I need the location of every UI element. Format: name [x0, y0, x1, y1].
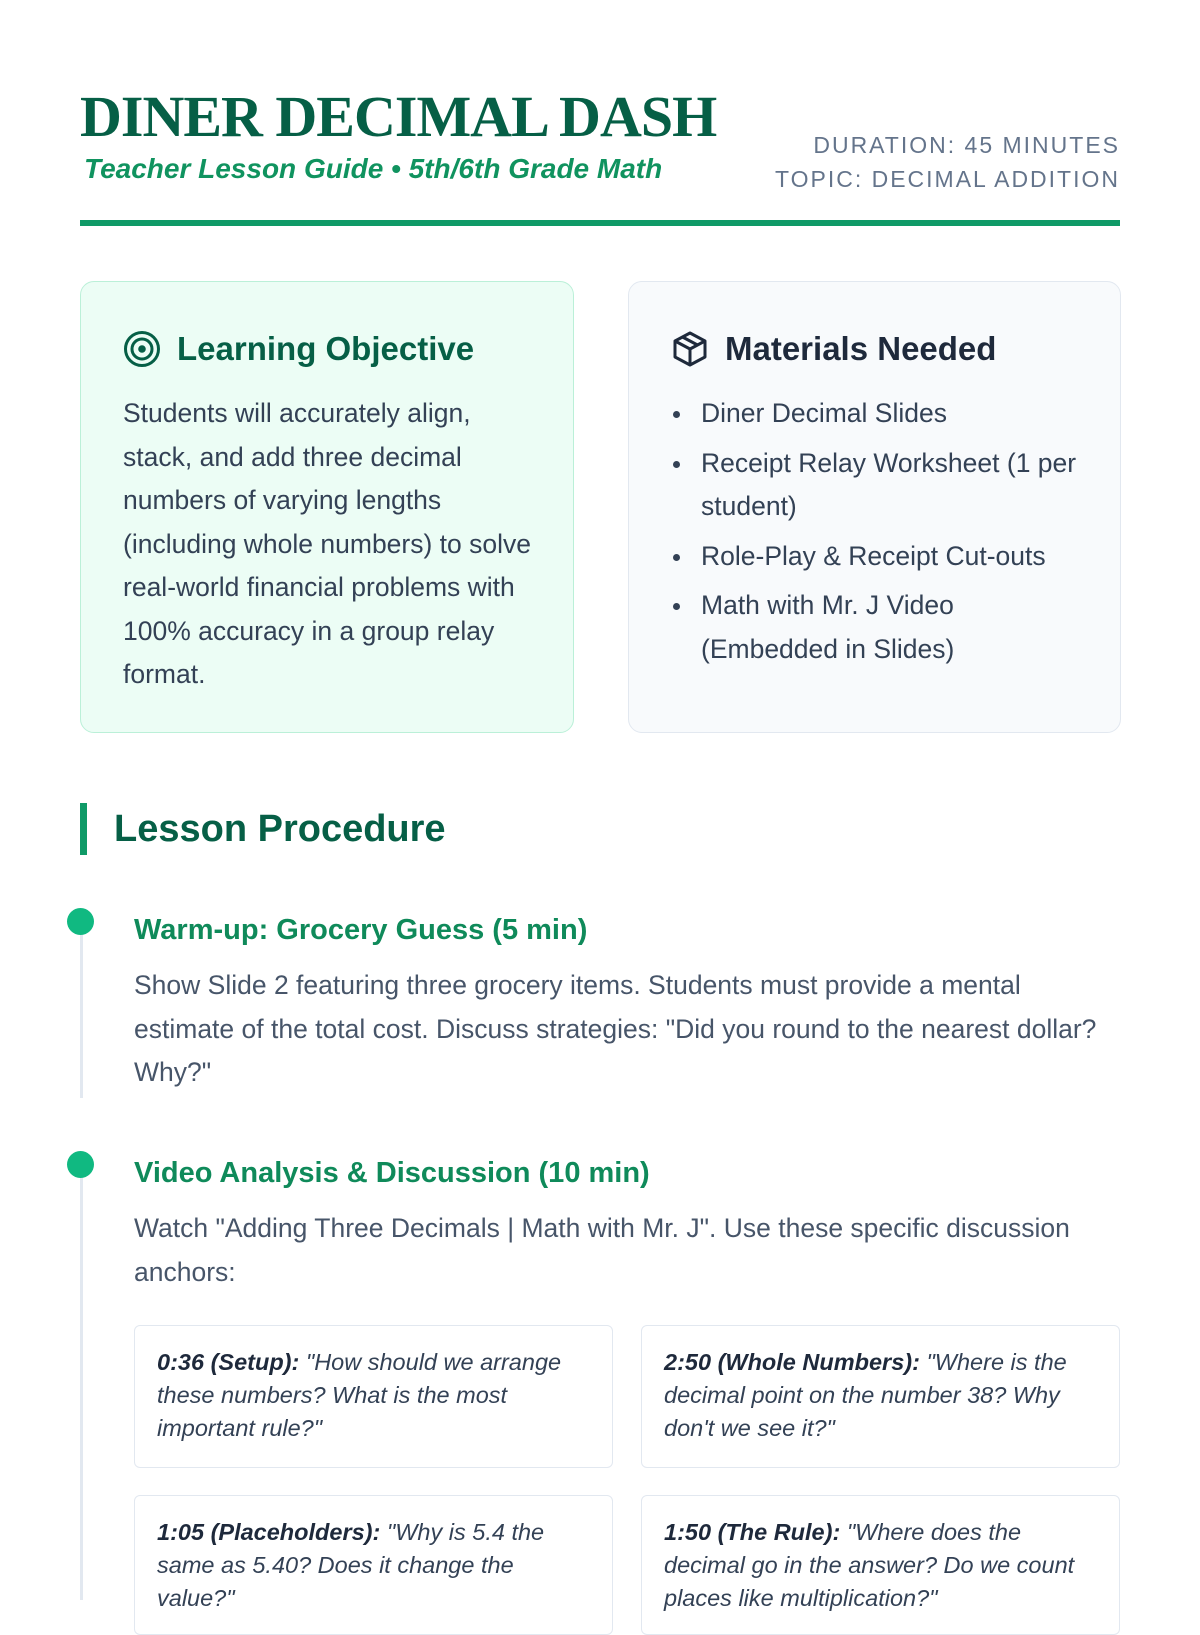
discussion-anchor-card [134, 1495, 613, 1635]
procedure-step-text: Show Slide 2 featuring three grocery items. Students must provide a mental estimate of the total cost. Discuss strategies: "Did you round to the nearest dollar? Why?" [134, 970, 1097, 1087]
timeline-line [80, 1163, 83, 1600]
learning-objective-header [123, 324, 533, 374]
materials-card [628, 281, 1121, 733]
page-subtitle: Teacher Lesson Guide • 5th/6th Grade Math [84, 153, 663, 184]
box-icon [671, 330, 709, 368]
procedure-step-warmup [134, 910, 1120, 1095]
learning-objective-heading: Learning Objective [177, 330, 475, 367]
procedure-step-text: Watch "Adding Three Decimals | Math with Mr. J". Use these specific discussion anchors: [134, 1213, 1070, 1287]
anchor-quote: "Where is the decimal point on the number 38? Why don't we see it?" [664, 1349, 1067, 1441]
procedure-step-title: Video Analysis & Discussion (10 min) [134, 1157, 650, 1189]
materials-list [671, 392, 1080, 671]
procedure-step-video [134, 1153, 1120, 1294]
duration-label: DURATION: 45 MINUTES [813, 132, 1120, 158]
anchor-timestamp: 0:36 (Setup): [157, 1349, 300, 1375]
discussion-anchor-card [641, 1495, 1120, 1635]
learning-objective-card [80, 281, 574, 733]
learning-objective-text: Students will accurately align, stack, and add three decimal numbers of varying lengths (including whole numbers) to solve real-world financial problems with 100% accuracy in a group relay format. [123, 398, 532, 689]
page-header [80, 86, 1120, 226]
discussion-anchor-card [134, 1325, 613, 1468]
lesson-meta [775, 128, 1120, 196]
timeline-line [80, 920, 83, 1098]
timeline-dot [67, 908, 94, 935]
materials-list-item: Math with Mr. J Video (Embedded in Slides) [701, 584, 1080, 671]
materials-list-item: Diner Decimal Slides [701, 392, 1080, 436]
lesson-procedure-section-header [80, 803, 446, 855]
materials-heading: Materials Needed [725, 330, 997, 367]
anchor-timestamp: 1:50 (The Rule): [664, 1519, 841, 1545]
page-title: DINER DECIMAL DASH [80, 84, 717, 149]
target-icon [123, 330, 161, 368]
procedure-step-title: Warm-up: Grocery Guess (5 min) [134, 914, 588, 946]
anchor-quote: "How should we arrange these numbers? What is the most important rule?" [157, 1349, 562, 1441]
topic-label: TOPIC: DECIMAL ADDITION [774, 166, 1120, 192]
discussion-anchor-card [641, 1325, 1120, 1468]
anchor-quote: "Why is 5.4 the same as 5.40? Does it change the value?" [157, 1519, 545, 1611]
lesson-procedure-heading: Lesson Procedure [114, 808, 446, 850]
anchor-timestamp: 1:05 (Placeholders): [157, 1519, 381, 1545]
anchor-timestamp: 2:50 (Whole Numbers): [664, 1349, 920, 1375]
materials-list-item: Role-Play & Receipt Cut-outs [701, 535, 1080, 579]
timeline-dot [67, 1151, 94, 1178]
anchor-quote: "Where does the decimal go in the answer? Do we count places like multiplication?" [664, 1519, 1075, 1611]
materials-list-item: Receipt Relay Worksheet (1 per student) [701, 442, 1080, 529]
materials-header [671, 324, 1080, 374]
